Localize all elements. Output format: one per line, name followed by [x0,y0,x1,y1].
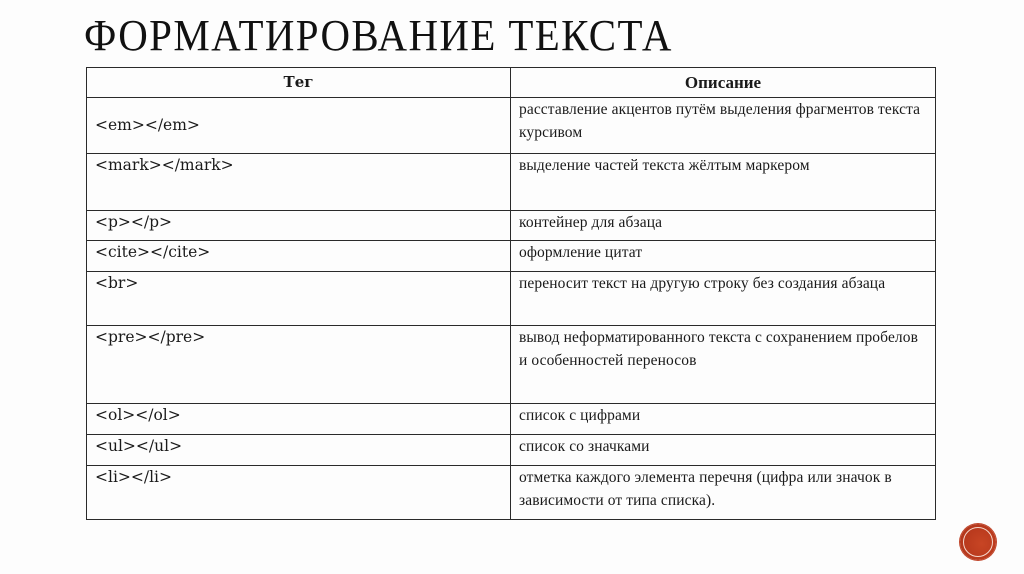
table-row [87,154,936,211]
table-row [87,466,936,520]
description-cell: список с цифрами [511,404,936,435]
tag-cell: <cite></cite> [87,241,511,272]
column-header-description: Описание [511,68,936,98]
description-cell: контейнер для абзаца [511,211,936,241]
table-row [87,435,936,466]
tag-cell: <li></li> [87,466,511,520]
description-cell: вывод неформатированного текста с сохранением пробелов и особенностей переносов [511,326,936,404]
tag-cell: <pre></pre> [87,326,511,404]
table-row [87,98,936,154]
tag-cell: <mark></mark> [87,154,511,211]
red-circle-nav-icon[interactable] [960,524,996,560]
tag-cell: <em></em> [87,98,511,154]
description-cell: отметка каждого элемента перечня (цифра или значок в зависимости от типа списка). [511,466,936,520]
column-header-tag: Тег [87,68,511,98]
tag-cell: <p></p> [87,211,511,241]
description-cell: список со значками [511,435,936,466]
tag-cell: <br> [87,272,511,326]
description-cell: выделение частей текста жёлтым маркером [511,154,936,211]
tag-cell: <ol></ol> [87,404,511,435]
table-header-row [87,68,936,98]
description-cell: расставление акцентов путём выделения фрагментов текста курсивом [511,98,936,154]
slide-title: ФОРМАТИРОВАНИЕ ТЕКСТА [84,11,673,60]
description-cell: оформление цитат [511,241,936,272]
table-row [87,211,936,241]
tag-cell: <ul></ul> [87,435,511,466]
description-cell: переносит текст на другую строку без создания абзаца [511,272,936,326]
table-row [87,272,936,326]
html-tags-table [86,67,936,520]
table-row [87,326,936,404]
table-row [87,404,936,435]
table-row [87,241,936,272]
